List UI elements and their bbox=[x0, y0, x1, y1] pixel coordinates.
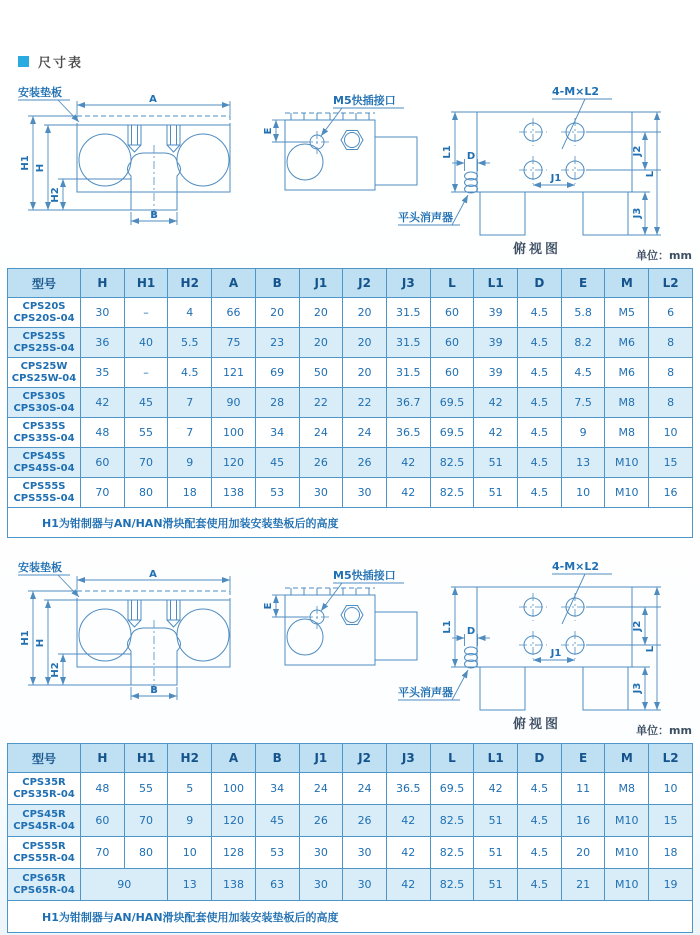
table-header-row bbox=[8, 744, 693, 773]
table-note-row bbox=[8, 508, 693, 538]
dim-J2-label: J2 bbox=[632, 145, 643, 157]
table-row bbox=[8, 773, 693, 805]
value-cell: 100 bbox=[212, 773, 256, 805]
value-cell: 36 bbox=[81, 328, 125, 358]
col-header: A bbox=[212, 744, 256, 773]
value-cell: 4.5 bbox=[561, 358, 605, 388]
value-cell: 4.5 bbox=[518, 869, 562, 901]
value-cell: 39 bbox=[474, 298, 518, 328]
value-cell: 60 bbox=[430, 328, 474, 358]
col-header: H bbox=[81, 744, 125, 773]
dim-B-label: B bbox=[150, 210, 158, 221]
muffler-shape bbox=[465, 647, 478, 668]
col-header: J2 bbox=[343, 269, 387, 298]
col-header: B bbox=[255, 744, 299, 773]
col-header: L1 bbox=[474, 744, 518, 773]
value-cell: 40 bbox=[124, 328, 168, 358]
value-cell: 9 bbox=[168, 805, 212, 837]
dim-H2-label: H2 bbox=[50, 187, 61, 203]
col-header: J1 bbox=[299, 744, 343, 773]
value-cell: 82.5 bbox=[430, 805, 474, 837]
value-cell: 20 bbox=[255, 298, 299, 328]
value-cell: 70 bbox=[124, 448, 168, 478]
section-heading-label: 尺寸表 bbox=[38, 56, 84, 71]
top-view-caption: 俯视图 bbox=[512, 242, 561, 257]
table-row bbox=[8, 388, 693, 418]
value-cell: 51 bbox=[474, 478, 518, 508]
dim-L-label: L bbox=[645, 170, 656, 178]
value-cell: 42 bbox=[474, 388, 518, 418]
value-cell: 26 bbox=[299, 805, 343, 837]
mounting-plate-shape bbox=[77, 591, 230, 600]
col-header: J3 bbox=[386, 744, 430, 773]
dim-H-label: H bbox=[35, 638, 46, 648]
value-cell: 128 bbox=[212, 837, 256, 869]
value-cell: 11 bbox=[561, 773, 605, 805]
table-note-row bbox=[8, 901, 693, 933]
value-cell: 4.5 bbox=[518, 298, 562, 328]
value-cell: 69.5 bbox=[430, 773, 474, 805]
value-cell: M5 bbox=[605, 298, 649, 328]
value-cell: 69.5 bbox=[430, 418, 474, 448]
value-cell: 138 bbox=[212, 478, 256, 508]
value-cell: 30 bbox=[299, 478, 343, 508]
value-cell: 53 bbox=[255, 837, 299, 869]
value-cell: 82.5 bbox=[430, 869, 474, 901]
col-header: J1 bbox=[299, 269, 343, 298]
model-cell: CPS25S CPS25S-04 bbox=[8, 328, 81, 358]
value-cell: 30 bbox=[343, 869, 387, 901]
value-cell: 16 bbox=[561, 805, 605, 837]
col-header: A bbox=[212, 269, 256, 298]
value-cell: 4.5 bbox=[518, 478, 562, 508]
value-cell: M10 bbox=[605, 837, 649, 869]
value-cell: 45 bbox=[255, 448, 299, 478]
table-row bbox=[8, 869, 693, 901]
front-view bbox=[18, 560, 230, 700]
value-cell: 13 bbox=[168, 869, 212, 901]
value-cell: 28 bbox=[255, 388, 299, 418]
col-header: L2 bbox=[649, 744, 693, 773]
model-cell: CPS35R CPS35R-04 bbox=[8, 773, 81, 805]
value-cell: 5.5 bbox=[168, 328, 212, 358]
value-cell: 66 bbox=[212, 298, 256, 328]
value-cell: 30 bbox=[343, 478, 387, 508]
dim-H2-label: H2 bbox=[50, 662, 61, 678]
value-cell: 82.5 bbox=[430, 478, 474, 508]
dimension-drawing bbox=[0, 550, 700, 750]
dimension-drawing bbox=[0, 75, 700, 275]
col-header: L1 bbox=[474, 269, 518, 298]
dimension-table-1 bbox=[7, 268, 693, 538]
col-header: E bbox=[561, 744, 605, 773]
value-cell: 10 bbox=[561, 478, 605, 508]
dim-J1-label: J1 bbox=[550, 173, 562, 184]
mounting-plate-label: 安装垫板 bbox=[18, 561, 62, 574]
value-cell: 42 bbox=[474, 773, 518, 805]
value-cell: 45 bbox=[255, 805, 299, 837]
col-header: M bbox=[605, 744, 649, 773]
thread-spec-label: 4-M×L2 bbox=[552, 85, 600, 98]
value-cell: 24 bbox=[343, 418, 387, 448]
value-cell: 138 bbox=[212, 869, 256, 901]
value-cell: – bbox=[124, 298, 168, 328]
value-cell: 15 bbox=[649, 805, 693, 837]
value-cell: 55 bbox=[124, 773, 168, 805]
table-row bbox=[8, 298, 693, 328]
value-cell: 80 bbox=[124, 478, 168, 508]
value-cell: 42 bbox=[81, 388, 125, 418]
model-cell: CPS20S CPS20S-04 bbox=[8, 298, 81, 328]
model-cell: CPS65R CPS65R-04 bbox=[8, 869, 81, 901]
table-row bbox=[8, 328, 693, 358]
value-cell: 10 bbox=[168, 837, 212, 869]
value-cell: 63 bbox=[255, 869, 299, 901]
table-row bbox=[8, 418, 693, 448]
table-note: H1为钳制器与AN/HAN滑块配套使用加装安装垫板后的高度 bbox=[8, 508, 693, 538]
dim-H1-label: H1 bbox=[20, 155, 31, 171]
value-cell: 20 bbox=[343, 358, 387, 388]
model-cell: CPS55R CPS55R-04 bbox=[8, 837, 81, 869]
value-cell: 31.5 bbox=[386, 298, 430, 328]
dim-L-label: L bbox=[645, 645, 656, 653]
value-cell: 42 bbox=[386, 478, 430, 508]
value-cell: 60 bbox=[81, 448, 125, 478]
value-cell: 70 bbox=[81, 478, 125, 508]
value-cell: 60 bbox=[430, 298, 474, 328]
value-cell: 82.5 bbox=[430, 837, 474, 869]
model-cell: CPS30S CPS30S-04 bbox=[8, 388, 81, 418]
value-cell: 48 bbox=[81, 773, 125, 805]
model-cell: CPS35S CPS35S-04 bbox=[8, 418, 81, 448]
top-view bbox=[398, 85, 661, 235]
value-cell: 10 bbox=[649, 418, 693, 448]
value-cell: 5.8 bbox=[561, 298, 605, 328]
mounting-plate-shape bbox=[77, 116, 230, 125]
clamp-body-shape bbox=[77, 125, 230, 192]
value-cell: 82.5 bbox=[430, 448, 474, 478]
value-cell: 20 bbox=[299, 298, 343, 328]
top-view-caption: 俯视图 bbox=[512, 717, 561, 732]
value-cell: 90 bbox=[81, 869, 168, 901]
value-cell: 26 bbox=[343, 805, 387, 837]
value-cell: 39 bbox=[474, 358, 518, 388]
value-cell: 22 bbox=[299, 388, 343, 418]
value-cell: 42 bbox=[386, 805, 430, 837]
value-cell: M10 bbox=[605, 448, 649, 478]
dim-D-label: D bbox=[466, 151, 476, 162]
col-header: L bbox=[430, 744, 474, 773]
value-cell: 100 bbox=[212, 418, 256, 448]
model-cell: CPS55S CPS55S-04 bbox=[8, 478, 81, 508]
value-cell: M6 bbox=[605, 358, 649, 388]
model-cell: CPS45R CPS45R-04 bbox=[8, 805, 81, 837]
value-cell: 120 bbox=[212, 805, 256, 837]
value-cell: 120 bbox=[212, 448, 256, 478]
value-cell: 36.5 bbox=[386, 773, 430, 805]
col-header: D bbox=[518, 744, 562, 773]
value-cell: 7 bbox=[168, 388, 212, 418]
table-row bbox=[8, 837, 693, 869]
value-cell: 18 bbox=[168, 478, 212, 508]
value-cell: 8 bbox=[649, 328, 693, 358]
value-cell: 51 bbox=[474, 448, 518, 478]
side-view bbox=[263, 568, 417, 665]
value-cell: 4.5 bbox=[518, 418, 562, 448]
dim-L1-label: L1 bbox=[442, 620, 453, 634]
value-cell: 42 bbox=[386, 448, 430, 478]
value-cell: 24 bbox=[299, 773, 343, 805]
col-header: B bbox=[255, 269, 299, 298]
dim-D-label: D bbox=[466, 626, 476, 637]
value-cell: 45 bbox=[124, 388, 168, 418]
dim-J2-label: J2 bbox=[632, 620, 643, 632]
value-cell: 26 bbox=[299, 448, 343, 478]
front-view bbox=[18, 85, 230, 225]
section-heading bbox=[18, 52, 83, 71]
value-cell: 4.5 bbox=[518, 448, 562, 478]
value-cell: 31.5 bbox=[386, 358, 430, 388]
table-header-row bbox=[8, 269, 693, 298]
value-cell: 35 bbox=[81, 358, 125, 388]
col-header: L bbox=[430, 269, 474, 298]
value-cell: 9 bbox=[168, 448, 212, 478]
m5-port-label: M5快插接口 bbox=[333, 94, 396, 107]
col-header: H2 bbox=[168, 269, 212, 298]
dim-E-label: E bbox=[263, 127, 274, 135]
value-cell: 50 bbox=[299, 358, 343, 388]
dim-A-label: A bbox=[149, 94, 157, 105]
dim-H1-label: H1 bbox=[20, 630, 31, 646]
value-cell: 4.5 bbox=[518, 805, 562, 837]
dim-J3-label: J3 bbox=[632, 207, 643, 219]
value-cell: 5 bbox=[168, 773, 212, 805]
side-view bbox=[263, 93, 417, 190]
unit-label: 单位：mm bbox=[636, 724, 692, 737]
value-cell: 53 bbox=[255, 478, 299, 508]
value-cell: 7 bbox=[168, 418, 212, 448]
dim-J3-label: J3 bbox=[632, 682, 643, 694]
value-cell: 20 bbox=[299, 328, 343, 358]
table-row bbox=[8, 478, 693, 508]
value-cell: 8 bbox=[649, 358, 693, 388]
value-cell: 51 bbox=[474, 805, 518, 837]
value-cell: – bbox=[124, 358, 168, 388]
value-cell: M8 bbox=[605, 773, 649, 805]
dim-A-label: A bbox=[149, 569, 157, 580]
value-cell: 8 bbox=[649, 388, 693, 418]
value-cell: M6 bbox=[605, 328, 649, 358]
value-cell: 20 bbox=[343, 328, 387, 358]
value-cell: 20 bbox=[561, 837, 605, 869]
value-cell: 31.5 bbox=[386, 328, 430, 358]
dim-B-label: B bbox=[150, 685, 158, 696]
value-cell: 30 bbox=[299, 837, 343, 869]
drawings-section-1 bbox=[0, 75, 700, 275]
dim-E-label: E bbox=[263, 602, 274, 610]
col-header: H2 bbox=[168, 744, 212, 773]
table-row bbox=[8, 805, 693, 837]
col-header: E bbox=[561, 269, 605, 298]
value-cell: 16 bbox=[649, 478, 693, 508]
col-header: H1 bbox=[124, 744, 168, 773]
value-cell: 30 bbox=[81, 298, 125, 328]
table-row bbox=[8, 358, 693, 388]
col-header: J3 bbox=[386, 269, 430, 298]
value-cell: 24 bbox=[343, 773, 387, 805]
value-cell: 80 bbox=[124, 837, 168, 869]
value-cell: 34 bbox=[255, 773, 299, 805]
col-header-model: 型号 bbox=[8, 744, 81, 773]
plate-hatch bbox=[291, 113, 369, 120]
value-cell: 60 bbox=[81, 805, 125, 837]
muffler-label: 平头消声器 bbox=[398, 686, 453, 699]
value-cell: 4.5 bbox=[518, 837, 562, 869]
value-cell: 20 bbox=[343, 298, 387, 328]
table-row bbox=[8, 448, 693, 478]
value-cell: M10 bbox=[605, 869, 649, 901]
value-cell: 42 bbox=[386, 869, 430, 901]
value-cell: 21 bbox=[561, 869, 605, 901]
value-cell: 39 bbox=[474, 328, 518, 358]
value-cell: 6 bbox=[649, 298, 693, 328]
value-cell: 51 bbox=[474, 869, 518, 901]
value-cell: 9 bbox=[561, 418, 605, 448]
thread-spec-label: 4-M×L2 bbox=[552, 560, 600, 573]
col-header: L2 bbox=[649, 269, 693, 298]
value-cell: 70 bbox=[124, 805, 168, 837]
dim-J1-label: J1 bbox=[550, 648, 562, 659]
col-header: M bbox=[605, 269, 649, 298]
value-cell: 51 bbox=[474, 837, 518, 869]
dim-H-label: H bbox=[35, 163, 46, 173]
value-cell: 4.5 bbox=[518, 328, 562, 358]
value-cell: M10 bbox=[605, 805, 649, 837]
value-cell: 18 bbox=[649, 837, 693, 869]
value-cell: 69 bbox=[255, 358, 299, 388]
col-header-model: 型号 bbox=[8, 269, 81, 298]
value-cell: 90 bbox=[212, 388, 256, 418]
col-header: H1 bbox=[124, 269, 168, 298]
plate-hatch bbox=[291, 588, 369, 595]
value-cell: 4.5 bbox=[518, 773, 562, 805]
dim-L1-label: L1 bbox=[442, 145, 453, 159]
value-cell: 36.5 bbox=[386, 418, 430, 448]
value-cell: 34 bbox=[255, 418, 299, 448]
muffler-label: 平头消声器 bbox=[398, 211, 453, 224]
model-cell: CPS45S CPS45S-04 bbox=[8, 448, 81, 478]
col-header: D bbox=[518, 269, 562, 298]
table-note: H1为钳制器与AN/HAN滑块配套使用加装安装垫板后的高度 bbox=[8, 901, 693, 933]
model-cell: CPS25W CPS25W-04 bbox=[8, 358, 81, 388]
m5-port-label: M5快插接口 bbox=[333, 569, 396, 582]
value-cell: 7.5 bbox=[561, 388, 605, 418]
col-header: J2 bbox=[343, 744, 387, 773]
col-header: H bbox=[81, 269, 125, 298]
value-cell: 60 bbox=[430, 358, 474, 388]
value-cell: 23 bbox=[255, 328, 299, 358]
value-cell: 42 bbox=[386, 837, 430, 869]
value-cell: M8 bbox=[605, 418, 649, 448]
value-cell: M8 bbox=[605, 388, 649, 418]
unit-label: 单位：mm bbox=[636, 249, 692, 262]
value-cell: 121 bbox=[212, 358, 256, 388]
value-cell: 10 bbox=[649, 773, 693, 805]
value-cell: 75 bbox=[212, 328, 256, 358]
value-cell: 4 bbox=[168, 298, 212, 328]
value-cell: 69.5 bbox=[430, 388, 474, 418]
value-cell: 30 bbox=[299, 869, 343, 901]
mounting-plate-label: 安装垫板 bbox=[18, 86, 62, 99]
value-cell: 36.7 bbox=[386, 388, 430, 418]
top-view bbox=[398, 560, 661, 710]
value-cell: 22 bbox=[343, 388, 387, 418]
value-cell: 15 bbox=[649, 448, 693, 478]
value-cell: 26 bbox=[343, 448, 387, 478]
value-cell: 70 bbox=[81, 837, 125, 869]
value-cell: 8.2 bbox=[561, 328, 605, 358]
clamp-body-shape bbox=[77, 600, 230, 667]
drawings-section-2 bbox=[0, 550, 700, 750]
value-cell: 24 bbox=[299, 418, 343, 448]
value-cell: 4.5 bbox=[518, 388, 562, 418]
value-cell: 55 bbox=[124, 418, 168, 448]
value-cell: 30 bbox=[343, 837, 387, 869]
value-cell: 4.5 bbox=[168, 358, 212, 388]
value-cell: 4.5 bbox=[518, 358, 562, 388]
value-cell: 42 bbox=[474, 418, 518, 448]
dimension-table-2 bbox=[7, 743, 693, 933]
value-cell: 48 bbox=[81, 418, 125, 448]
section-bullet-icon bbox=[18, 56, 29, 67]
value-cell: 19 bbox=[649, 869, 693, 901]
value-cell: 13 bbox=[561, 448, 605, 478]
muffler-shape bbox=[465, 172, 478, 193]
value-cell: M10 bbox=[605, 478, 649, 508]
